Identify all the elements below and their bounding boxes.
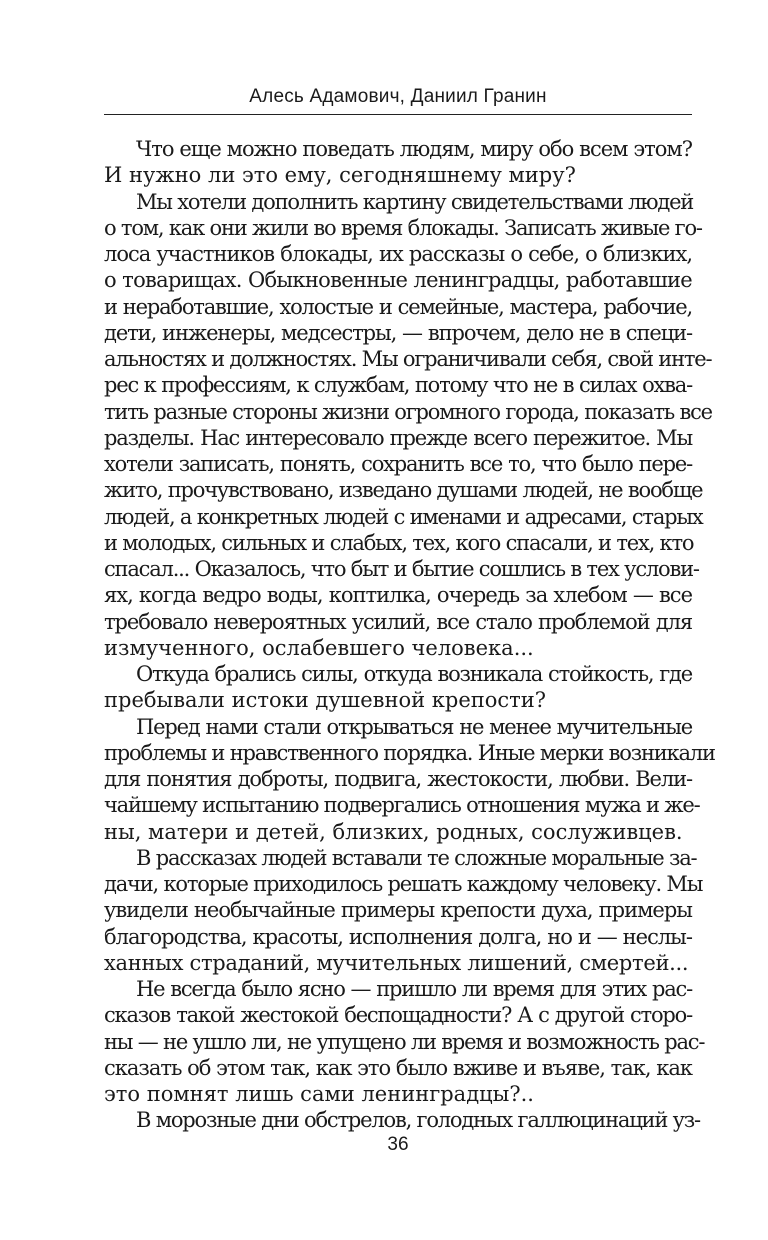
text-line: дети, инженеры, медсестры, — впрочем, дело не в специ- xyxy=(104,320,692,345)
paragraph xyxy=(104,976,705,1107)
text-line: хотели записать, понять, сохранить все то, что было пере- xyxy=(104,452,692,476)
text-line: и неработавшие, холостые и семейные, мастера, рабочие, xyxy=(104,294,692,319)
text-line: людей, а конкретных людей с именами и адресами, старых xyxy=(104,504,703,529)
page-number: 36 xyxy=(387,1134,409,1155)
text-line: Что еще можно поведать людям, миру обо всем этом? xyxy=(136,137,692,161)
text-line: рес к профессиям, к службам, потому что не в силах охва- xyxy=(104,373,692,398)
text-line: чайшему испытанию подвергались отношения мужа и же- xyxy=(104,793,700,818)
text-line: ны, матери и детей, близких, родных, сослуживцев. xyxy=(104,819,683,844)
text-line: Не всегда было ясно — пришло ли время для этих рас- xyxy=(136,977,692,1001)
text-line: Откуда брались силы, откуда возникала стойкость, где xyxy=(136,662,692,686)
text-line: о том, как они жили во время блокады. Записать живые го- xyxy=(104,215,702,240)
text-line: тить разные стороны жизни огромного города, показать все xyxy=(104,399,712,424)
text-line: сказов такой жестокой беспощадности? А с другой сторо- xyxy=(104,1003,692,1028)
text-line: пребывали истоки душевной крепости? xyxy=(104,688,547,713)
text-line: жито, прочувствовано, изведано душами людей, не вообще xyxy=(104,478,703,503)
text-line: лоса участников блокады, их рассказы о себе, о близких, xyxy=(104,242,692,266)
text-line: сказать об этом так, как это было вживе и въяве, так, как xyxy=(104,1055,693,1080)
text-line: проблемы и нравственного порядка. Иные мерки возникали xyxy=(104,740,715,765)
body-text xyxy=(104,136,715,1134)
text-line: В рассказах людей вставали те сложные моральные за- xyxy=(136,845,697,870)
paragraph xyxy=(104,714,715,845)
paragraph xyxy=(104,189,712,662)
text-line: о товарищах. Обыкновенные ленинградцы, работавшие xyxy=(104,268,692,293)
text-line: благородства, красоты, исполнения долга, но и — неслы- xyxy=(104,924,692,949)
text-line: И нужно ли это ему, сегодняшнему миру? xyxy=(104,163,576,188)
text-line: это помнят лишь сами ленинградцы?.. xyxy=(104,1082,534,1106)
text-line: ханных страданий, мучительных лишений, смертей... xyxy=(104,950,689,975)
text-line: Мы хотели дополнить картину свидетельствами людей xyxy=(136,189,694,214)
text-line: разделы. Нас интересовало прежде всего пережитое. Мы xyxy=(104,425,692,450)
header-rule xyxy=(104,114,692,115)
text-line: Перед нами стали открываться не менее мучительные xyxy=(136,714,692,739)
text-line: В морозные дни обстрелов, голодных галлюцинаций уз- xyxy=(136,1108,700,1133)
paragraph xyxy=(104,136,692,189)
running-head: Алесь Адамович, Даниил Гранин xyxy=(249,86,547,107)
text-line: измученного, ослабевшего человека... xyxy=(104,635,534,660)
text-line: ны — не ушло ли, не упущено ли время и возможность рас- xyxy=(104,1029,705,1054)
text-line: увидели необычайные примеры крепости духа, примеры xyxy=(104,898,692,923)
text-line: альностях и должностях. Мы ограничивали себя, свой инте- xyxy=(104,347,712,371)
text-line: ях, когда ведро воды, коптилка, очередь за хлебом — все xyxy=(104,583,692,608)
text-line: требовало невероятных усилий, все стало проблемой для xyxy=(104,609,692,634)
text-line: и молодых, сильных и слабых, тех, кого спасали, и тех, кто xyxy=(104,530,694,555)
paragraph xyxy=(104,661,692,714)
paragraph xyxy=(104,1107,700,1133)
text-line: дачи, которые приходилось решать каждому человеку. Мы xyxy=(104,872,703,896)
text-line: для понятия доброты, подвига, жестокости, любви. Вели- xyxy=(104,767,692,791)
paragraph xyxy=(104,845,703,976)
text-line: спасал... Оказалось, что быт и бытие сошлись в тех услови- xyxy=(104,557,699,581)
